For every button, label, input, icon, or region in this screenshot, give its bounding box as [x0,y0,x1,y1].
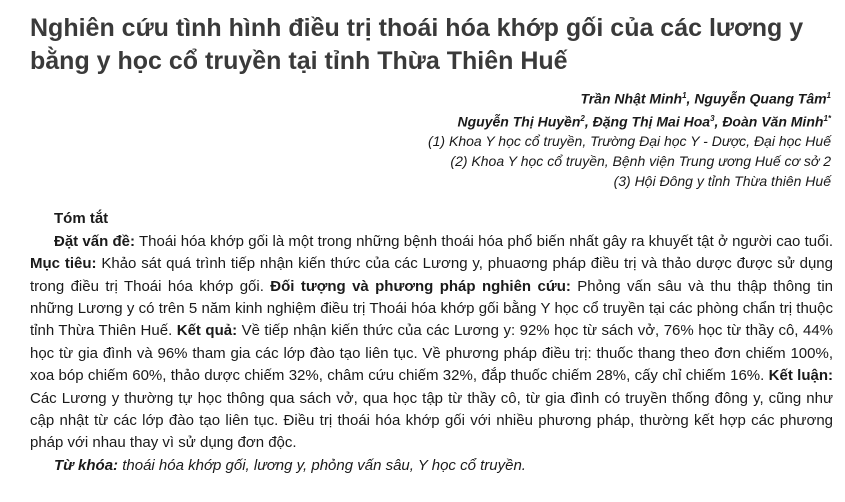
results-label: Kết quả: [176,322,238,340]
author-name: Nguyễn Quang Tâm [694,90,827,107]
paper-title: Nghiên cứu tình hình điều trị thoái hóa khớp gối của các lương y bằng y học cổ truyền tại tỉnh Thừa Thiên Huế [30,14,804,75]
keywords-text: thoái hóa khớp gối, lương y, phỏng vấn sâu, Y học cổ truyền. [118,456,526,474]
author-affil-mark: 3 [710,113,715,123]
abstract-heading: Tóm tắt [54,210,109,228]
author-line-2: Nguyễn Thị Huyền$^2$, Đặng Thị Mai Hoa$^3$, Đoàn Văn Minh$^{1*}$ [457,113,831,130]
author-block [30,86,833,191]
affiliation-3: (3) Hội Đông y tỉnh Thừa thiên Huế [613,173,831,190]
results-text: Về tiếp nhận kiến thức của các Lương y: 92% học từ sách vở, 76% học từ thầy cô, 44% học từ gia đình và 96% tham gia các lớp đào tạo liên tục. Về phương pháp điều trị: thuốc thang theo đơn chiếm 100%, xoa bóp chiếm 60%, thảo dược chiếm 32%, châm cứu chiếm 32%, đắp thuốc chiếm 28%, cấy chỉ chiếm 16%. [30,322,833,385]
background-label: Đặt vấn đề: [54,232,135,250]
author-affil-mark: 1 [682,91,687,100]
objective-label: Mục tiêu: [30,255,97,273]
abstract [30,208,833,477]
author-name: Đoàn Văn Minh [722,113,824,130]
background-text: Thoái hóa khớp gối là một trong những bệnh thoái hóa phổ biến nhất gây ra khuyết tật ở người cao tuổi. [135,232,833,250]
affiliation-1: (1) Khoa Y học cổ truyền, Trường Đại học Y - Dược, Đại học Huế [427,133,831,150]
keywords-line [30,455,833,477]
author-affil-mark: 1 [826,91,831,100]
objective-text: Khảo sát quá trình tiếp nhận kiến thức của các Lương y, phuaơng pháp điều trị và thảo dược được sử dụng trong điều trị Thoái hóa khớp gối. [30,255,833,295]
affiliation-2: (2) Khoa Y học cổ truyền, Bệnh viện Trung ương Huế cơ sở 2 [450,153,831,170]
methods-text: Phỏng vấn sâu và thu thập thông tin những Lương y có trên 5 năm kinh nghiệm điều trị Thoái hóa khớp gối bằng Y học cổ truyền tại các phòng chẩn trị thuộc tỉnh Thừa Thiên Huế. [30,277,834,340]
author-line-1: Trần Nhật Minh$^1$, Nguyễn Quang Tâm$^1$ [580,90,831,107]
author-name: Trần Nhật Minh [580,90,683,107]
author-name: Nguyễn Thị Huyền [457,113,581,130]
author-affil-mark: 2 [580,113,585,123]
methods-label: Đối tượng và phương pháp nghiên cứu: [270,277,571,295]
conclusion-text: Các Lương y thường tự học thông qua sách vở, qua học tập từ thầy cô, từ gia đình có truyền thống đông y, cũng như cập nhật từ các lớp đào tạo liên tục. Điều trị thoái hóa khớp gối với nhiều phương pháp, thường kết hợp các phương pháp với nhau thay vì sử dụng đơn độc. [30,389,833,452]
keywords-label: Từ khóa: [54,456,119,474]
abstract-body [30,231,833,455]
author-name: Đặng Thị Mai Hoa [592,113,711,130]
author-affil-mark: 1* [823,113,831,123]
conclusion-label: Kết luận: [768,367,833,385]
